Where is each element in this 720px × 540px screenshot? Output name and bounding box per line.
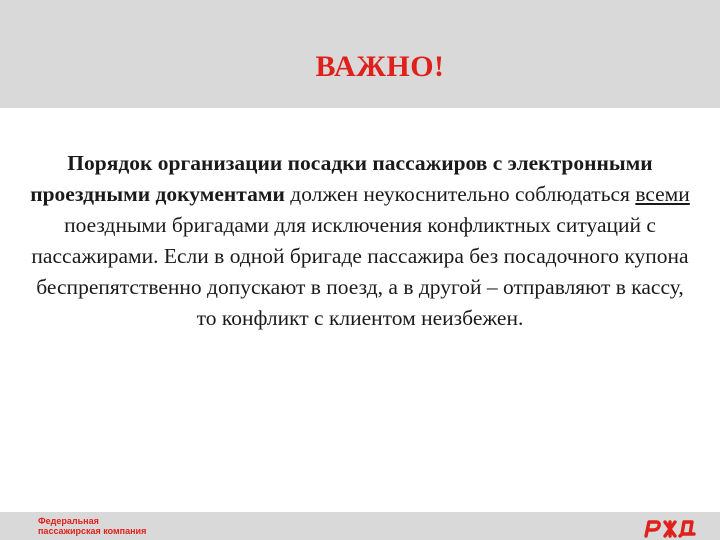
footer-band [0, 512, 720, 540]
rzd-logo-icon [640, 512, 700, 540]
company-name [38, 516, 146, 536]
main-text-bold: Порядок организации посадки пассажиров с электронными проездными документами [30, 151, 653, 206]
main-text-part1: должен неукоснительно соблюдаться [284, 182, 636, 206]
main-text-underlined: всеми [635, 182, 690, 206]
main-text-part2: поездными бригадами для исключения конфликтных ситуаций с пассажирами. Если в одной бригаде пассажира без посадочного купона беспрепятственно допускают в поезд, а в другой – отправляют в кассу, то конфликт с клиентом неизбежен. [31, 213, 689, 330]
header-band [0, 0, 720, 108]
company-name-line1: Федеральная [38, 516, 99, 526]
main-text [30, 148, 690, 334]
page-title: ВАЖНО! [315, 50, 445, 83]
company-name-line2: пассажирская компания [38, 526, 147, 536]
